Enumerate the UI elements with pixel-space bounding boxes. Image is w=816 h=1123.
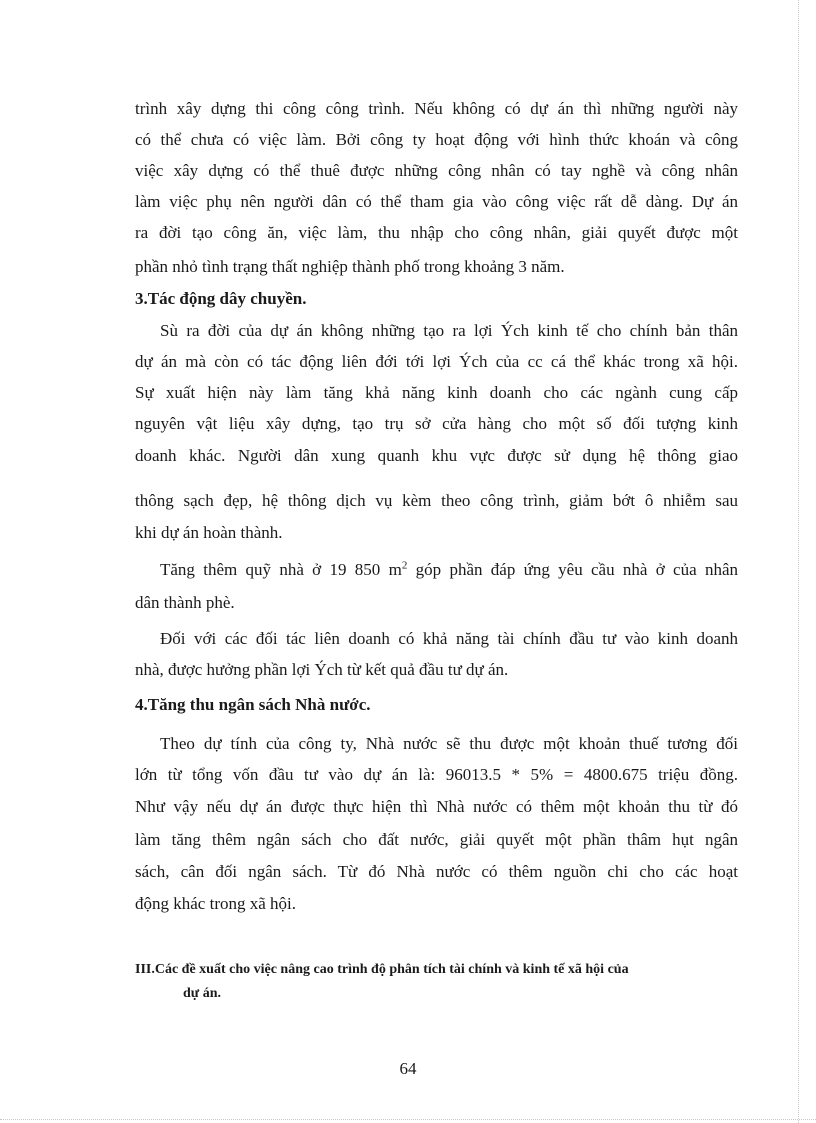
paragraph-line: doanh khác. Người dân xung quanh khu vực được sử dụng hệ thông giao [135, 446, 738, 465]
paragraph-line: Sù ra đời của dự án không những tạo ra lợi Ých kinh tế cho chính bản thân [160, 321, 738, 340]
paragraph-line: trình xây dựng thi công công trình. Nếu không có dự án thì những người này [135, 99, 738, 118]
page-border-right [798, 0, 799, 1123]
paragraph-line: làm việc phụ nên người dân có thể tham gia vào công việc rất dễ dàng. Dự án [135, 192, 738, 211]
paragraph-line: Như vậy nếu dự án được thực hiện thì Nhà nước có thêm một khoản thu từ đó [135, 797, 738, 816]
paragraph-line: lớn từ tổng vốn đầu tư vào dự án là: 96013.5 * 5% = 4800.675 triệu đồng. [135, 765, 738, 784]
paragraph-line: làm tăng thêm ngân sách cho đất nước, giải quyết một phần thâm hụt ngân [135, 830, 738, 849]
text-span: Tăng thêm quỹ nhà ở 19 850 m [160, 560, 402, 579]
section-heading-iii-continued: dự án. [183, 986, 221, 1001]
paragraph-line: thông sạch đẹp, hệ thông dịch vụ kèm theo công trình, giảm bớt ô nhiễm sau [135, 491, 738, 510]
page-number: 64 [399, 1059, 417, 1078]
section-heading-3: 3.Tác động dây chuyền. [135, 289, 307, 308]
paragraph-line: ra đời tạo công ăn, việc làm, thu nhập cho công nhân, giải quyết được một [135, 223, 738, 242]
page-border-bottom [0, 1119, 816, 1120]
paragraph-line: việc xây dựng có thể thuê được những công nhân có tay nghề và công nhân [135, 161, 738, 180]
paragraph-line: khi dự án hoàn thành. [135, 523, 283, 542]
paragraph-line: động khác trong xã hội. [135, 894, 296, 913]
paragraph-line: có thể chưa có việc làm. Bởi công ty hoạt động với hình thức khoán và công [135, 130, 738, 149]
paragraph-line: nhà, được hưởng phần lợi Ých từ kết quả đầu tư dự án. [135, 660, 509, 679]
superscript: 2 [401, 559, 408, 572]
section-heading-iii: III.Các đề xuất cho việc nâng cao trình độ phân tích tài chính và kinh tế xã hội của [135, 962, 629, 977]
paragraph-line: nguyên vật liệu xây dựng, tạo trụ sở cửa hàng cho một số đối tượng kinh [135, 414, 738, 433]
paragraph-line: dân thành phè. [135, 593, 235, 612]
text-span: góp phần đáp ứng yêu cầu nhà ở của nhân [407, 560, 738, 579]
paragraph-line: Đối với các đối tác liên doanh có khả năng tài chính đầu tư vào kinh doanh [160, 629, 738, 648]
paragraph-line: dự án mà còn có tác động liên đới tới lợi Ých của cc cá thể khác trong xã hội. [135, 352, 738, 371]
paragraph-line: Sự xuất hiện này làm tăng khả năng kinh doanh cho các ngành cung cấp [135, 383, 738, 402]
paragraph-line: Theo dự tính của công ty, Nhà nước sẽ thu được một khoản thuế tương đối [160, 734, 738, 753]
paragraph-line [160, 554, 738, 585]
paragraph-line: sách, cân đối ngân sách. Từ đó Nhà nước có thêm nguồn chi cho các hoạt [135, 862, 738, 881]
section-heading-4: 4.Tăng thu ngân sách Nhà nước. [135, 695, 371, 714]
paragraph-line: phần nhỏ tình trạng thất nghiệp thành phố trong khoảng 3 năm. [135, 257, 565, 276]
